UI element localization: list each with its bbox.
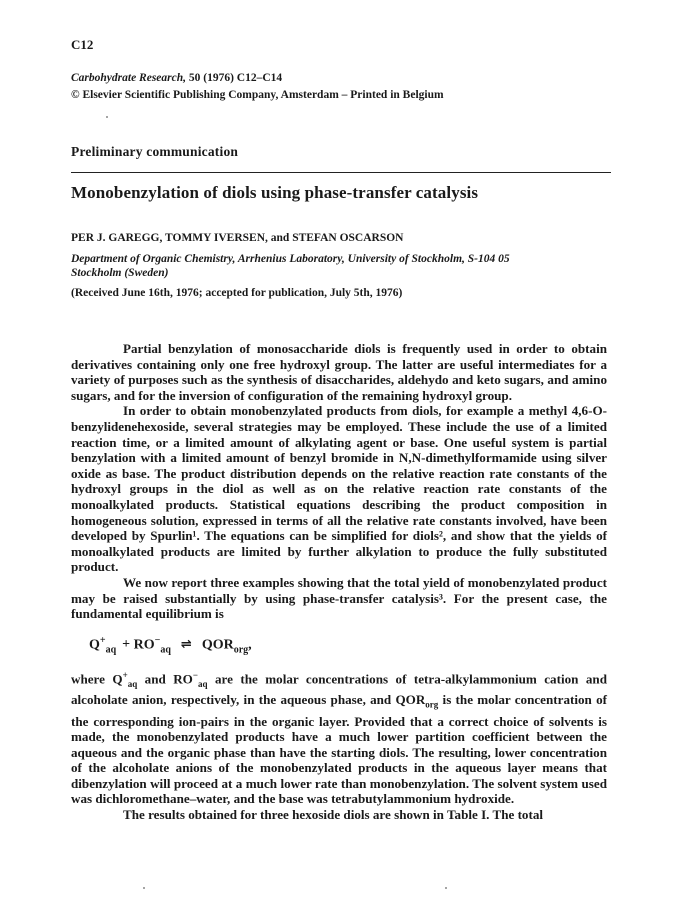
paragraph-5: The results obtained for three hexoside diols are shown in Table I. The total bbox=[123, 807, 544, 823]
speck bbox=[143, 887, 145, 889]
equilibrium-arrow-icon: ⇌ bbox=[180, 637, 192, 653]
received-dates: (Received June 16th, 1976; accepted for publication, July 5th, 1976) bbox=[71, 287, 403, 299]
article-body bbox=[71, 341, 607, 823]
article-title: Monobenzylation of diols using phase-transfer catalysis bbox=[71, 183, 479, 202]
journal-header bbox=[71, 70, 444, 104]
journal-name: Carbohydrate Research, bbox=[71, 72, 186, 84]
speck bbox=[106, 116, 108, 118]
paragraph-1: Partial benzylation of monosaccharide diols is frequently used in order to obtain derivatives containing only one free hydroxyl group. The latter are useful intermediates for a variety of purposes such as the synthesis of disaccharides, aldehydo and keto sugars, and amino sugars, and for the inversion of configuration of the remaining hydroxyl group. bbox=[71, 341, 607, 403]
title-rule bbox=[71, 172, 611, 173]
copyright-line: © Elsevier Scientific Publishing Company, Amsterdam – Printed in Belgium bbox=[71, 89, 444, 101]
citation-details: 50 (1976) C12–C14 bbox=[186, 72, 283, 84]
page-number: C12 bbox=[71, 37, 94, 52]
article-type: Preliminary communication bbox=[71, 144, 239, 159]
citation-line bbox=[71, 70, 444, 87]
affiliation: Department of Organic Chemistry, Arrhenius Laboratory, University of Stockholm, S-104 05 Stockholm (Sweden) bbox=[71, 253, 510, 279]
speck bbox=[445, 887, 447, 889]
authors: PER J. GAREGG, TOMMY IVERSEN, and STEFAN OSCARSON bbox=[71, 232, 404, 244]
paragraph-2: In order to obtain monobenzylated products from diols, for example a methyl 4,6-O-benzylidenehexoside, several strategies may be employed. These include the use of a limited reaction time, or a limited amount of alkylating agent or base. One useful system is partial benzylation with a limited amount of benzyl bromide in N,N-dimethylformamide using silver oxide as base. The product distribution depends on the relative reaction rate constants of the hydroxyl groups in the diol as well as on the relative reaction rate constants of the monoalkylated products. Statistical equations describing the product composition in homogeneous solution, expressed in terms of all the relative rate constants involved, have been developed by Spurlin¹. The equations can be simplified for diols², and show that the yields of monoalkylated products are limited by further alkylation to produce the fully substituted product. bbox=[71, 403, 607, 575]
paragraph-4: where $Q^+_{aq}$ and $RO^-_{aq}$ are the molar concentrations of tetra-alkylammonium cation and alcoholate anion, respectively, in the aqueous phase, and $QOR_{org}$ is the molar concentration of the corresponding ion-pairs in the organic layer. Provided that a correct choice of solvents is made, the monobenzylated products have a much lower partition coefficient between the aqueous and the organic phase than have the starting diols. The resulting, lower concentration of the alcoholate anions of the monobenzylated products in the aqueous layer means that dibenzylation will proceed at a much lower rate than monobenzylation. The solvent system used was dichloromethane–water, and the base was tetrabutylammonium hydroxide. bbox=[71, 669, 607, 807]
equilibrium-equation: $Q^+_{aq} + RO^-_{aq}$ ⇌ $QOR_{org}$, bbox=[89, 634, 252, 656]
paragraph-3: We now report three examples showing that the total yield of monobenzylated product may be raised substantially by using phase-transfer catalysis³. For the present case, the fundamental equilibrium is bbox=[71, 574, 607, 622]
